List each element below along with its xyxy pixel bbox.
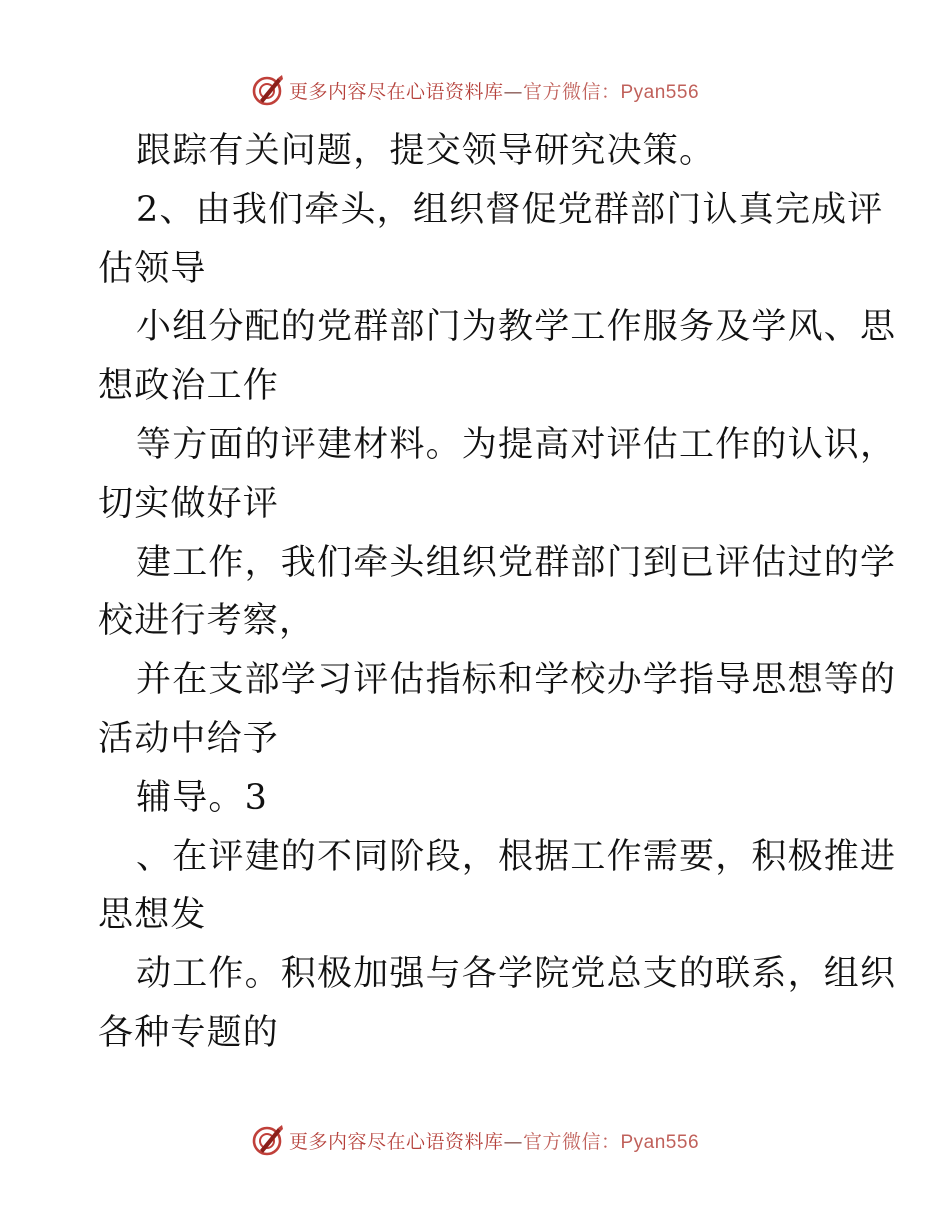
text-line: 想政治工作 [98, 366, 280, 407]
header-banner [0, 70, 950, 110]
header-wechat-id: Pyan556 [620, 81, 700, 103]
text-line: 等方面的评建材料。为提高对评估工作的认识， [136, 424, 897, 465]
text-line: 切实做好评 [98, 483, 280, 524]
text-line: 、在评建的不同阶段，根据工作需要，积极推进 [136, 836, 897, 877]
header-wechat-label: 官方微信： [522, 80, 621, 103]
footer-banner [0, 1120, 950, 1160]
footer-brand-name: 更多内容尽在心语资料库 [288, 1130, 504, 1153]
text-line: 各种专题的 [98, 1012, 280, 1053]
footer-separator: — [503, 1130, 523, 1153]
text-line: 2、由我们牵头，组织督促党群部门认真完成评 [136, 189, 884, 230]
text-line: 校进行考察， [98, 601, 316, 642]
text-line: 估领导 [98, 248, 207, 289]
text-line: 思想发 [98, 895, 207, 936]
header-separator: — [503, 80, 523, 103]
header-brand-name: 更多内容尽在心语资料库 [288, 80, 504, 103]
text-line: 建工作，我们牵头组织党群部门到已评估过的学 [136, 542, 897, 583]
text-line: 跟踪有关问题，提交领导研究决策。 [136, 131, 716, 171]
brand-logo-icon [251, 1123, 285, 1157]
footer-wechat-id: Pyan556 [620, 1131, 700, 1153]
text-line: 并在支部学习评估指标和学校办学指导思想等的 [136, 660, 897, 701]
text-line: 辅导。3 [136, 777, 269, 818]
document-body [98, 122, 897, 1063]
brand-logo-icon [251, 73, 285, 107]
text-line: 动工作。积极加强与各学院党总支的联系，组织 [136, 954, 897, 995]
text-line: 活动中给予 [98, 718, 280, 759]
footer-wechat-label: 官方微信： [522, 1130, 621, 1153]
text-line: 小组分配的党群部门为教学工作服务及学风、思 [136, 307, 897, 348]
